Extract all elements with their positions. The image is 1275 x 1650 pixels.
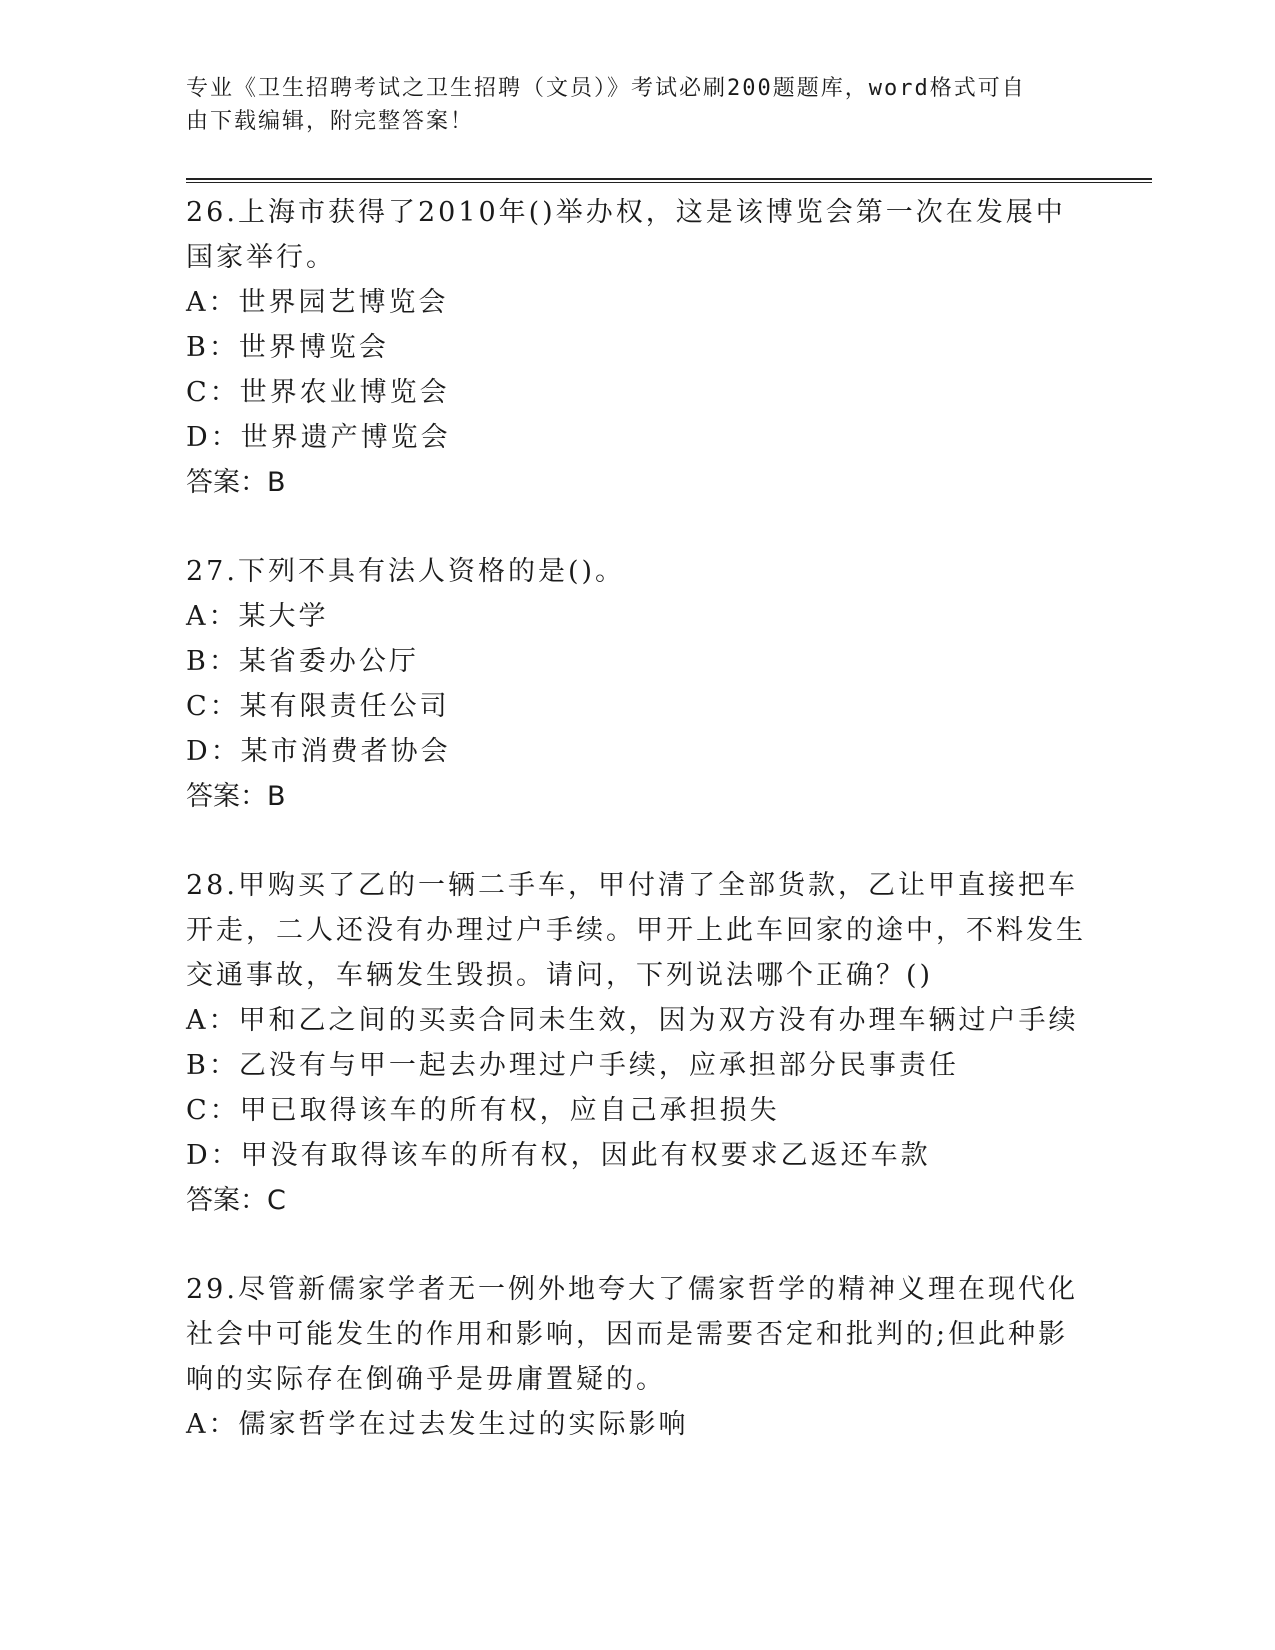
option-b: B：某省委办公厅 xyxy=(186,646,419,677)
option-b: B：乙没有与甲一起去办理过户手续，应承担部分民事责任 xyxy=(186,1050,959,1081)
header-divider-thin xyxy=(186,182,1152,183)
document-header xyxy=(186,72,1066,138)
option-d: D：某市消费者协会 xyxy=(186,736,451,767)
option-b: B：世界博览会 xyxy=(186,332,389,363)
question-text: 29.尽管新儒家学者无一例外地夸大了儒家哲学的精神义理在现代化社会中可能发生的作用和影响，因而是需要否定和批判的;但此种影响的实际存在倒确乎是毋庸置疑的。 xyxy=(186,1274,1078,1395)
question-26 xyxy=(186,190,1086,505)
answer-text: 答案：B xyxy=(186,467,286,498)
option-a: A：世界园艺博览会 xyxy=(186,287,449,318)
question-28 xyxy=(186,863,1086,1223)
question-text: 28.甲购买了乙的一辆二手车，甲付清了全部货款，乙让甲直接把车开走，二人还没有办理过户手续。甲开上此车回家的途中，不料发生交通事故，车辆发生毁损。请问，下列说法哪个正确？() xyxy=(186,870,1086,991)
option-c: C：世界农业博览会 xyxy=(186,377,450,408)
answer-text: 答案：B xyxy=(186,781,286,812)
header-line-1: 专业《卫生招聘考试之卫生招聘（文员）》考试必刷200题题库，word格式可自 xyxy=(186,76,1026,101)
option-a: A：某大学 xyxy=(186,601,329,632)
option-a: A：儒家哲学在过去发生过的实际影响 xyxy=(186,1409,689,1440)
question-text: 26.上海市获得了2010年()举办权，这是该博览会第一次在发展中国家举行。 xyxy=(186,197,1066,273)
option-d: D：世界遗产博览会 xyxy=(186,422,451,453)
answer-text: 答案：C xyxy=(186,1185,286,1216)
question-text: 27.下列不具有法人资格的是()。 xyxy=(186,556,626,587)
option-d: D：甲没有取得该车的所有权，因此有权要求乙返还车款 xyxy=(186,1140,931,1171)
option-a: A：甲和乙之间的买卖合同未生效，因为双方没有办理车辆过户手续 xyxy=(186,1005,1079,1036)
question-29 xyxy=(186,1267,1086,1447)
questions-list xyxy=(186,190,1086,1491)
question-27 xyxy=(186,549,1086,819)
header-divider-thick xyxy=(186,178,1152,180)
header-line-2: 由下载编辑，附完整答案！ xyxy=(186,109,475,134)
option-c: C：某有限责任公司 xyxy=(186,691,450,722)
option-c: C：甲已取得该车的所有权，应自己承担损失 xyxy=(186,1095,780,1126)
